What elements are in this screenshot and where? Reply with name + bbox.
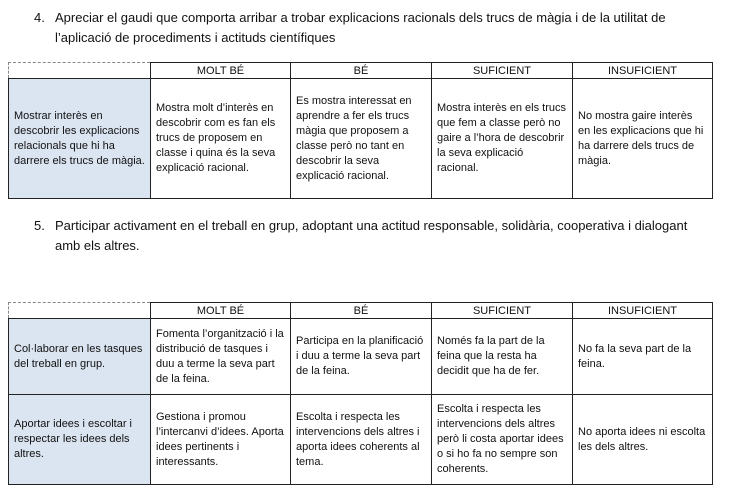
level-header-be: BÉ bbox=[291, 303, 432, 319]
level-header-suficient: SUFICIENT bbox=[432, 303, 573, 319]
descriptor-cell: Només fa la part de la feina que la resta ha decidit que ha de fer. bbox=[432, 319, 573, 395]
descriptor-cell: Mostra interès en els trucs que fem a classe però no gaire a l’hora de descobrir la seva explicació racional. bbox=[432, 79, 573, 199]
table-row bbox=[9, 79, 713, 199]
level-header-be: BÉ bbox=[291, 63, 432, 79]
descriptor-cell: Es mostra interessat en aprendre a fer els trucs màgia que proposem a classe però no tant en descobrir la seva explicació racional. bbox=[291, 79, 432, 199]
rubric-table-1 bbox=[8, 62, 713, 199]
rubric-table-2 bbox=[8, 302, 713, 485]
criterion-cell: Col·laborar en les tasques del treball en grup. bbox=[9, 319, 151, 395]
table-row bbox=[9, 319, 713, 395]
objective-5 bbox=[0, 216, 715, 256]
header-corner-cell bbox=[9, 63, 151, 79]
objective-4-text: Apreciar el gaudi que comporta arribar a trobar explicacions racionals dels trucs de màgia i de la utilitat de l’aplicació de procediments i actituds científiques bbox=[55, 10, 666, 45]
rubric-header-row bbox=[9, 303, 713, 319]
descriptor-cell: Participa en la planificació i duu a terme la seva part de la feina. bbox=[291, 319, 432, 395]
level-header-molt-be: MOLT BÉ bbox=[151, 303, 291, 319]
level-header-suficient: SUFICIENT bbox=[432, 63, 573, 79]
level-header-molt-be: MOLT BÉ bbox=[151, 63, 291, 79]
objective-5-number: 5. bbox=[34, 218, 45, 233]
objective-5-text: Participar activament en el treball en grup, adoptant una actitud responsable, solidària, cooperativa i dialogant amb els altres. bbox=[55, 218, 688, 253]
descriptor-cell: Escolta i respecta les intervencions dels altres i aporta idees coherents al tema. bbox=[291, 395, 432, 485]
descriptor-cell: No fa la seva part de la feina. bbox=[573, 319, 713, 395]
objective-4-number: 4. bbox=[34, 10, 45, 25]
rubric-header-row bbox=[9, 63, 713, 79]
descriptor-cell: Fomenta l’organització i la distribució de tasques i duu a terme la seva part de la feina. bbox=[151, 319, 291, 395]
level-header-insuficient: INSUFICIENT bbox=[573, 303, 713, 319]
descriptor-cell: No mostra gaire interès en les explicacions que hi ha darrere dels trucs de màgia. bbox=[573, 79, 713, 199]
descriptor-cell: Mostra molt d’interès en descobrir com es fan els trucs de proposem en classe i quina és la seva explicació racional. bbox=[151, 79, 291, 199]
level-header-insuficient: INSUFICIENT bbox=[573, 63, 713, 79]
descriptor-cell: No aporta idees ni escolta les dels altres. bbox=[573, 395, 713, 485]
descriptor-cell: Escolta i respecta les intervencions dels altres però li costa aportar idees o si ho fa no sempre son coherents. bbox=[432, 395, 573, 485]
descriptor-cell: Gestiona i promou l’intercanvi d’idees. Aporta idees pertinents i interessants. bbox=[151, 395, 291, 485]
header-corner-cell bbox=[9, 303, 151, 319]
table-row bbox=[9, 395, 713, 485]
objective-4 bbox=[0, 8, 715, 48]
criterion-cell: Mostrar interès en descobrir les explicacions relacionals que hi ha darrere els trucs de màgia. bbox=[9, 79, 151, 199]
criterion-cell: Aportar idees i escoltar i respectar les idees dels altres. bbox=[9, 395, 151, 485]
